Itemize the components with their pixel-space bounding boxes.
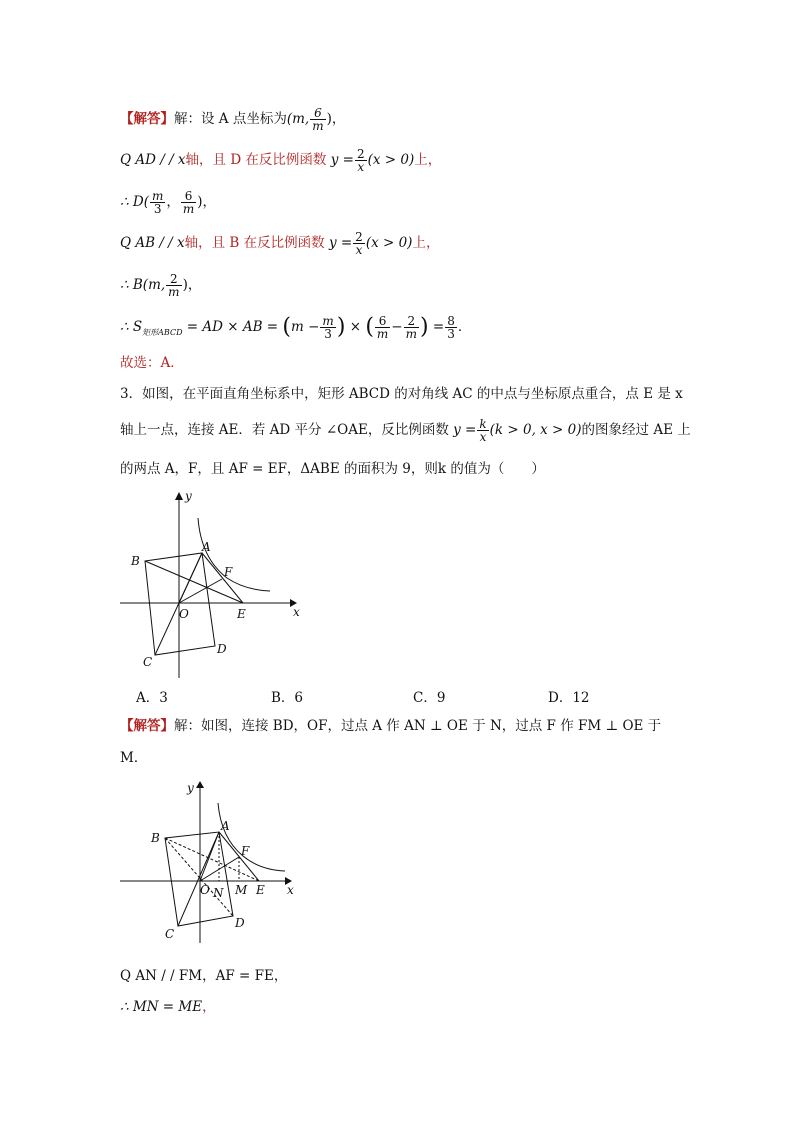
solution-2-line-3: Q AN / / FM，AF = FE， (120, 968, 288, 984)
solution-1-line-2: Q AD / / x轴，且 D 在反比例函数 y = $\frac{2}{x}$ (x > 0)上， (120, 147, 442, 174)
fraction: $\frac{2}{x}$ (355, 230, 363, 257)
question-3-line-3: 的两点 A，F，且 AF = EF，ΔABE 的面积为 9，则k 的值为（ ） (120, 461, 545, 477)
y-axis-arrow (175, 492, 183, 500)
label-D: D (217, 642, 227, 656)
fraction: $\frac{2}{m}$ (405, 314, 417, 341)
solution-1-line-4: Q AB / / x轴，且 B 在反比例函数 y = $\frac{2}{x}$ (x > 0)上， (120, 230, 440, 257)
option-d[interactable]: D．12 (548, 690, 590, 706)
label-N: N (213, 886, 224, 900)
fraction: $\frac{6}{m}$ (182, 189, 195, 216)
option-c[interactable]: C．9 (413, 690, 446, 706)
solution-1-line-6: ∴ $S_{矩形ABCD}$ = AD × AB = (m − $\frac{m}{3}$ ) × ( $\frac{6}{m}$ − $\frac{2}{m}$ ) = $\frac{8}{3}$ ． (120, 314, 472, 341)
fraction: $\frac{6}{m}$ (376, 314, 389, 341)
label-C: C (143, 655, 153, 669)
question-3-line-2: 轴上一点，连接 AE．若 AD 平分 ∠OAE，反比例函数 y = $\frac{k}{x}$ (k > 0, x > 0)的图象经过 AE 上 (120, 417, 691, 444)
label-x: x (293, 605, 300, 619)
hyperbola-curve (218, 803, 285, 871)
label-A: A (202, 540, 211, 554)
answer-tag: 【解答】 (120, 111, 174, 127)
label-y: y (185, 489, 192, 503)
solution-2-line-1: 【解答】解：如图，连接 BD，OF，过点 A 作 AN ⊥ OE 于 N，过点 F 作 FM ⊥ OE 于 (120, 718, 662, 734)
fraction: $\frac{k}{x}$ (479, 417, 487, 444)
fraction: $\frac{m}{3}$ (151, 189, 164, 216)
label-C: C (165, 927, 175, 941)
option-a[interactable]: A．3 (136, 690, 168, 706)
figure-2-coordinate-diagram (115, 778, 305, 948)
option-b[interactable]: B．6 (271, 690, 304, 706)
fraction: $\frac{m}{3}$ (322, 314, 334, 341)
segment-AO (200, 832, 219, 881)
solution-2-line-2: M． (120, 750, 148, 766)
diagonal-AC (178, 832, 219, 926)
label-O: O (200, 883, 210, 897)
label-A: A (221, 819, 230, 833)
figure-1-coordinate-diagram (115, 488, 315, 683)
label-E: E (237, 607, 246, 621)
hyperbola-curve (198, 518, 270, 591)
question-3-line-1: 3．如图，在平面直角坐标系中，矩形 ABCD 的对角线 AC 的中点与坐标原点重合，点 E 是 x (120, 386, 683, 402)
solution-1-line-5: ∴ B(m, $\frac{2}{m}$ )， (120, 272, 202, 299)
label-D: D (235, 916, 245, 930)
solution-2-line-4: ∴ MN = ME， (120, 999, 216, 1015)
label-M: M (235, 883, 248, 897)
fraction: $\frac{8}{3}$ (447, 314, 455, 341)
label-O: O (179, 607, 189, 621)
y-axis-arrow (196, 781, 204, 788)
solution-1-line-3: ∴ D( $\frac{m}{3}$ ， $\frac{6}{m}$ )， (120, 189, 217, 216)
answer-choice: 故选：A． (120, 355, 184, 371)
label-E: E (256, 883, 265, 897)
label-y: y (187, 781, 194, 795)
label-F: F (241, 844, 250, 858)
fraction: $\frac{6}{m}$ (312, 106, 324, 133)
segment-AO (179, 553, 202, 603)
solution-1-line-1: 【解答】解：设 A 点坐标为(m, $\frac{6}{m}$ )， (120, 106, 346, 133)
label-x: x (287, 883, 294, 897)
fraction: $\frac{2}{m}$ (168, 272, 180, 299)
fraction: $\frac{2}{x}$ (356, 147, 365, 174)
label-F: F (224, 565, 233, 579)
label-B: B (131, 554, 140, 568)
answer-tag: 【解答】 (120, 718, 174, 734)
label-B: B (151, 831, 160, 845)
rectangle-ABCD (145, 553, 215, 655)
